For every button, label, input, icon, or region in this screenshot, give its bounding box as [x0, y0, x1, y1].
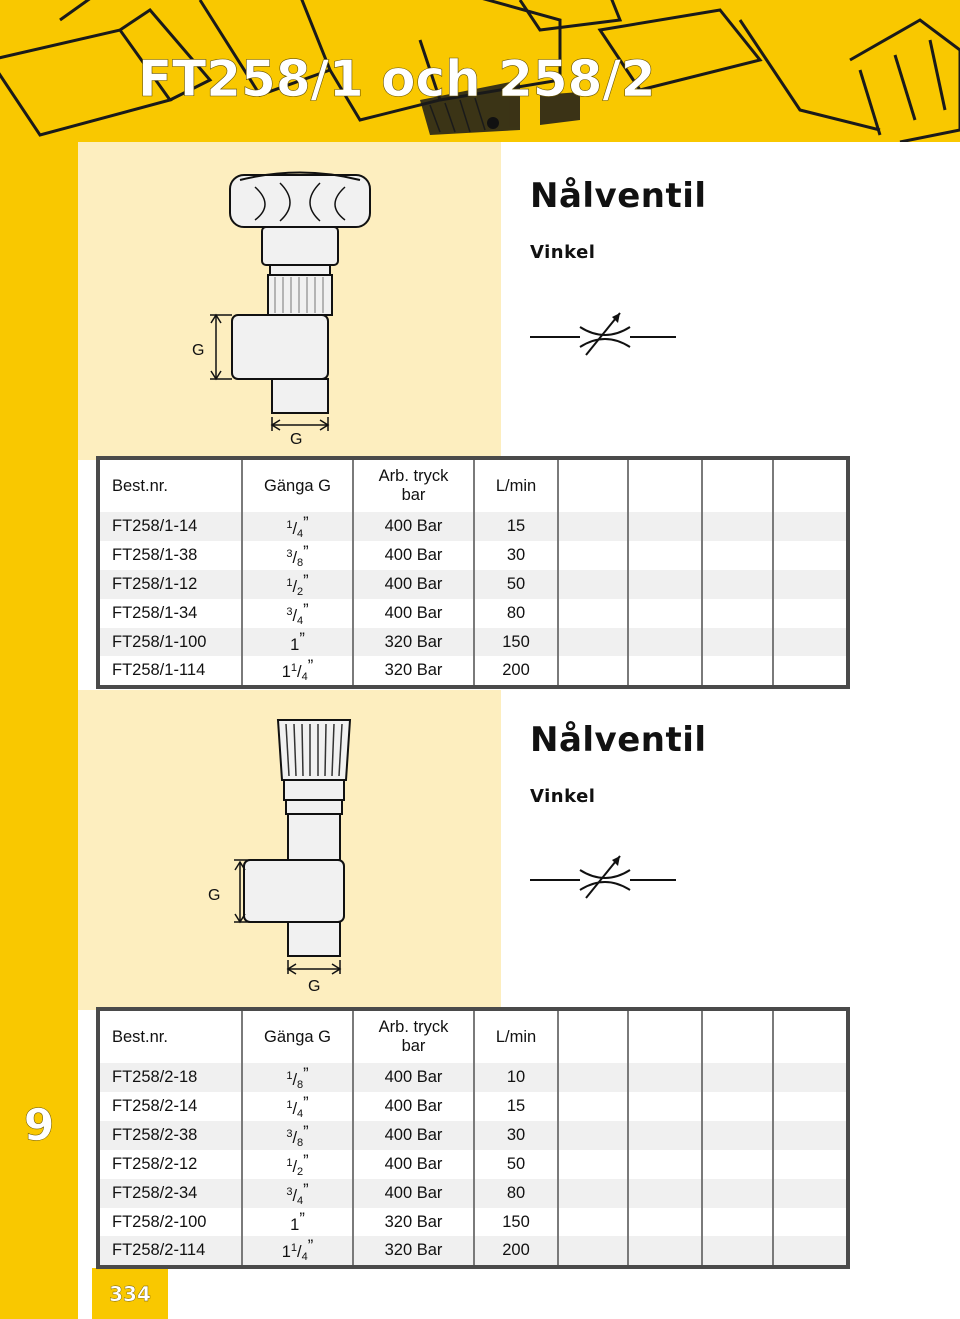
section-heading: Nålventil — [530, 176, 707, 216]
thread-size-cell — [242, 1092, 353, 1121]
spec-table — [100, 460, 846, 685]
thread-denominator: 8 — [297, 1078, 304, 1091]
empty-column — [702, 460, 773, 512]
pressure-cell: 400 Bar — [353, 512, 474, 541]
column-header-thread: Gänga G — [242, 1011, 353, 1063]
empty-cell — [773, 541, 846, 570]
spec-table-frame — [96, 1007, 850, 1269]
column-header-thread: Gänga G — [242, 460, 353, 512]
pressure-cell: 400 Bar — [353, 541, 474, 570]
pressure-header-line2: bar — [401, 486, 426, 504]
thread-size-cell — [242, 1121, 353, 1150]
page-title: FT258/1 och 258/2 — [138, 50, 656, 108]
fraction-slash: / — [292, 519, 298, 538]
empty-cell — [702, 512, 773, 541]
empty-cell — [628, 628, 702, 656]
part-number-cell: FT258/1-34 — [100, 599, 242, 628]
thread-denominator: 2 — [297, 585, 304, 598]
inch-mark: ” — [303, 571, 309, 590]
part-number-cell: FT258/1-14 — [100, 512, 242, 541]
fraction-slash: / — [292, 1186, 298, 1205]
empty-cell — [773, 512, 846, 541]
thread-denominator: 4 — [297, 614, 304, 627]
thread-size-cell — [242, 628, 353, 656]
empty-cell — [773, 1092, 846, 1121]
needle-valve-knurled-knob-drawing — [200, 712, 380, 982]
inch-mark: ” — [303, 1122, 309, 1141]
flow-cell: 200 — [474, 656, 558, 685]
thread-denominator: 2 — [297, 1165, 304, 1178]
thread-size-cell — [242, 570, 353, 599]
thread-numerator: 3 — [286, 605, 293, 618]
flow-cell: 30 — [474, 541, 558, 570]
table-row — [100, 512, 846, 541]
thread-numerator: 3 — [286, 1185, 293, 1198]
empty-cell — [558, 599, 628, 628]
empty-column — [702, 1011, 773, 1063]
empty-cell — [628, 1150, 702, 1179]
pressure-cell: 320 Bar — [353, 656, 474, 685]
flow-cell: 50 — [474, 570, 558, 599]
inch-mark: ” — [303, 1093, 309, 1112]
fraction-slash: / — [292, 548, 298, 567]
empty-cell — [558, 1179, 628, 1208]
empty-cell — [773, 1063, 846, 1092]
thread-size-cell — [242, 1208, 353, 1236]
empty-cell — [558, 1150, 628, 1179]
thread-numerator: 3 — [286, 547, 293, 560]
empty-cell — [702, 1236, 773, 1265]
table-row — [100, 656, 846, 685]
flow-cell: 200 — [474, 1236, 558, 1265]
flow-cell: 80 — [474, 1179, 558, 1208]
pressure-header-line2: bar — [401, 1037, 426, 1055]
table-row — [100, 1208, 846, 1236]
thread-numerator: 1 — [286, 1069, 293, 1082]
empty-cell — [558, 1236, 628, 1265]
empty-cell — [773, 599, 846, 628]
header-banner — [0, 0, 960, 142]
thread-size-cell — [242, 656, 353, 685]
fraction-slash: / — [292, 577, 298, 596]
fraction-slash: / — [297, 663, 302, 682]
table-header-row — [100, 460, 846, 512]
empty-cell — [628, 1092, 702, 1121]
empty-cell — [702, 1092, 773, 1121]
thread-size-cell — [242, 1063, 353, 1092]
empty-cell — [702, 656, 773, 685]
empty-cell — [702, 599, 773, 628]
needle-valve-symbol-icon — [530, 305, 680, 365]
inch-mark: ” — [303, 1151, 309, 1170]
pressure-cell: 320 Bar — [353, 1236, 474, 1265]
empty-cell — [773, 570, 846, 599]
empty-column — [558, 1011, 628, 1063]
pressure-header-line1: Arb. tryck — [378, 1018, 449, 1036]
part-number-cell: FT258/2-114 — [100, 1236, 242, 1265]
inch-mark: ” — [303, 513, 309, 532]
empty-cell — [628, 1208, 702, 1236]
thread-whole: 1 — [290, 635, 300, 654]
dimension-label-side: G — [192, 342, 205, 359]
empty-cell — [628, 656, 702, 685]
table-row — [100, 1092, 846, 1121]
part-number-cell: FT258/2-38 — [100, 1121, 242, 1150]
table-header-row — [100, 1011, 846, 1063]
empty-cell — [558, 628, 628, 656]
empty-cell — [773, 1208, 846, 1236]
needle-valve-symbol-icon — [530, 848, 680, 908]
inch-mark: ” — [303, 600, 309, 619]
thread-denominator: 8 — [297, 1136, 304, 1149]
column-header-part-number: Best.nr. — [100, 1011, 242, 1063]
part-number-cell: FT258/1-100 — [100, 628, 242, 656]
thread-denominator: 4 — [301, 1251, 308, 1264]
thread-numerator: 1 — [290, 1242, 298, 1255]
flow-cell: 15 — [474, 1092, 558, 1121]
empty-column — [558, 460, 628, 512]
empty-cell — [702, 1121, 773, 1150]
flow-cell: 150 — [474, 1208, 558, 1236]
table-row — [100, 1179, 846, 1208]
fraction-slash: / — [292, 1099, 298, 1118]
empty-cell — [773, 628, 846, 656]
needle-valve-star-knob-drawing — [180, 165, 380, 455]
empty-cell — [628, 599, 702, 628]
table-row — [100, 1121, 846, 1150]
thread-numerator: 1 — [286, 576, 293, 589]
thread-numerator: 3 — [286, 1127, 293, 1140]
empty-cell — [628, 512, 702, 541]
empty-cell — [702, 1063, 773, 1092]
empty-cell — [702, 541, 773, 570]
empty-column — [628, 460, 702, 512]
spec-table — [100, 1011, 846, 1265]
empty-cell — [773, 1150, 846, 1179]
empty-cell — [558, 541, 628, 570]
empty-cell — [628, 1121, 702, 1150]
table-row — [100, 599, 846, 628]
pressure-cell: 400 Bar — [353, 599, 474, 628]
thread-size-cell — [242, 1236, 353, 1265]
part-number-cell: FT258/2-18 — [100, 1063, 242, 1092]
section-subheading: Vinkel — [530, 242, 596, 263]
thread-denominator: 8 — [297, 556, 304, 569]
table-row — [100, 541, 846, 570]
empty-cell — [702, 1179, 773, 1208]
empty-cell — [558, 512, 628, 541]
table-row — [100, 1150, 846, 1179]
thread-size-cell — [242, 541, 353, 570]
table-row — [100, 1236, 846, 1265]
thread-size-cell — [242, 1179, 353, 1208]
fraction-slash: / — [292, 1157, 298, 1176]
thread-size-cell — [242, 1150, 353, 1179]
thread-denominator: 4 — [297, 527, 304, 540]
fraction-slash: / — [292, 1070, 298, 1089]
part-number-cell: FT258/1-114 — [100, 656, 242, 685]
empty-cell — [773, 656, 846, 685]
thread-whole: 1 — [281, 1243, 291, 1262]
empty-cell — [773, 1179, 846, 1208]
thread-whole: 1 — [281, 663, 291, 682]
fraction-slash: / — [297, 1243, 302, 1262]
thread-size-cell — [242, 512, 353, 541]
column-header-pressure — [353, 1011, 474, 1063]
spec-table-frame — [96, 456, 850, 689]
thread-denominator: 4 — [297, 1107, 304, 1120]
pressure-cell: 400 Bar — [353, 1063, 474, 1092]
thread-denominator: 4 — [301, 671, 308, 684]
empty-cell — [628, 541, 702, 570]
empty-cell — [558, 1121, 628, 1150]
chapter-number: 9 — [23, 1100, 55, 1151]
empty-cell — [773, 1121, 846, 1150]
empty-cell — [628, 1236, 702, 1265]
flow-cell: 150 — [474, 628, 558, 656]
thread-numerator: 1 — [286, 1098, 293, 1111]
pressure-cell: 400 Bar — [353, 1121, 474, 1150]
empty-cell — [558, 1208, 628, 1236]
table-row — [100, 1063, 846, 1092]
pressure-cell: 400 Bar — [353, 1150, 474, 1179]
thread-size-cell — [242, 599, 353, 628]
page-number: 334 — [92, 1268, 168, 1319]
empty-column — [773, 460, 846, 512]
pressure-cell: 400 Bar — [353, 570, 474, 599]
empty-cell — [702, 570, 773, 599]
inch-mark: ” — [307, 657, 314, 676]
inch-mark: ” — [307, 1237, 314, 1256]
inch-mark: ” — [299, 1209, 305, 1228]
pressure-cell: 400 Bar — [353, 1092, 474, 1121]
empty-column — [773, 1011, 846, 1063]
table-row — [100, 570, 846, 599]
thread-numerator: 1 — [290, 662, 298, 675]
pressure-cell: 320 Bar — [353, 628, 474, 656]
thread-whole: 1 — [290, 1215, 300, 1234]
fraction-slash: / — [292, 606, 298, 625]
inch-mark: ” — [303, 542, 309, 561]
part-number-cell: FT258/1-38 — [100, 541, 242, 570]
part-number-cell: FT258/2-12 — [100, 1150, 242, 1179]
flow-cell: 80 — [474, 599, 558, 628]
empty-column — [628, 1011, 702, 1063]
thread-numerator: 1 — [286, 1156, 293, 1169]
empty-cell — [628, 1179, 702, 1208]
dimension-label-bottom: G — [308, 978, 321, 995]
pressure-cell: 400 Bar — [353, 1179, 474, 1208]
pressure-cell: 320 Bar — [353, 1208, 474, 1236]
flow-cell: 50 — [474, 1150, 558, 1179]
column-header-flow: L/min — [474, 460, 558, 512]
empty-cell — [558, 1092, 628, 1121]
section-heading: Nålventil — [530, 720, 707, 760]
column-header-flow: L/min — [474, 1011, 558, 1063]
part-number-cell: FT258/2-14 — [100, 1092, 242, 1121]
part-number-cell: FT258/2-34 — [100, 1179, 242, 1208]
column-header-pressure — [353, 460, 474, 512]
part-number-cell: FT258/1-12 — [100, 570, 242, 599]
empty-cell — [558, 570, 628, 599]
empty-cell — [702, 1208, 773, 1236]
empty-cell — [628, 570, 702, 599]
dimension-label-bottom: G — [290, 431, 303, 448]
empty-cell — [702, 1150, 773, 1179]
empty-cell — [702, 628, 773, 656]
thread-denominator: 4 — [297, 1194, 304, 1207]
column-header-part-number: Best.nr. — [100, 460, 242, 512]
empty-cell — [558, 656, 628, 685]
table-row — [100, 628, 846, 656]
fraction-slash: / — [292, 1128, 298, 1147]
inch-mark: ” — [299, 629, 305, 648]
section-subheading: Vinkel — [530, 786, 596, 807]
thread-numerator: 1 — [286, 518, 293, 531]
dimension-label-side: G — [208, 887, 221, 904]
inch-mark: ” — [303, 1180, 309, 1199]
empty-cell — [773, 1236, 846, 1265]
part-number-cell: FT258/2-100 — [100, 1208, 242, 1236]
flow-cell: 15 — [474, 512, 558, 541]
empty-cell — [628, 1063, 702, 1092]
pressure-header-line1: Arb. tryck — [378, 467, 449, 485]
empty-cell — [558, 1063, 628, 1092]
flow-cell: 30 — [474, 1121, 558, 1150]
flow-cell: 10 — [474, 1063, 558, 1092]
inch-mark: ” — [303, 1064, 309, 1083]
